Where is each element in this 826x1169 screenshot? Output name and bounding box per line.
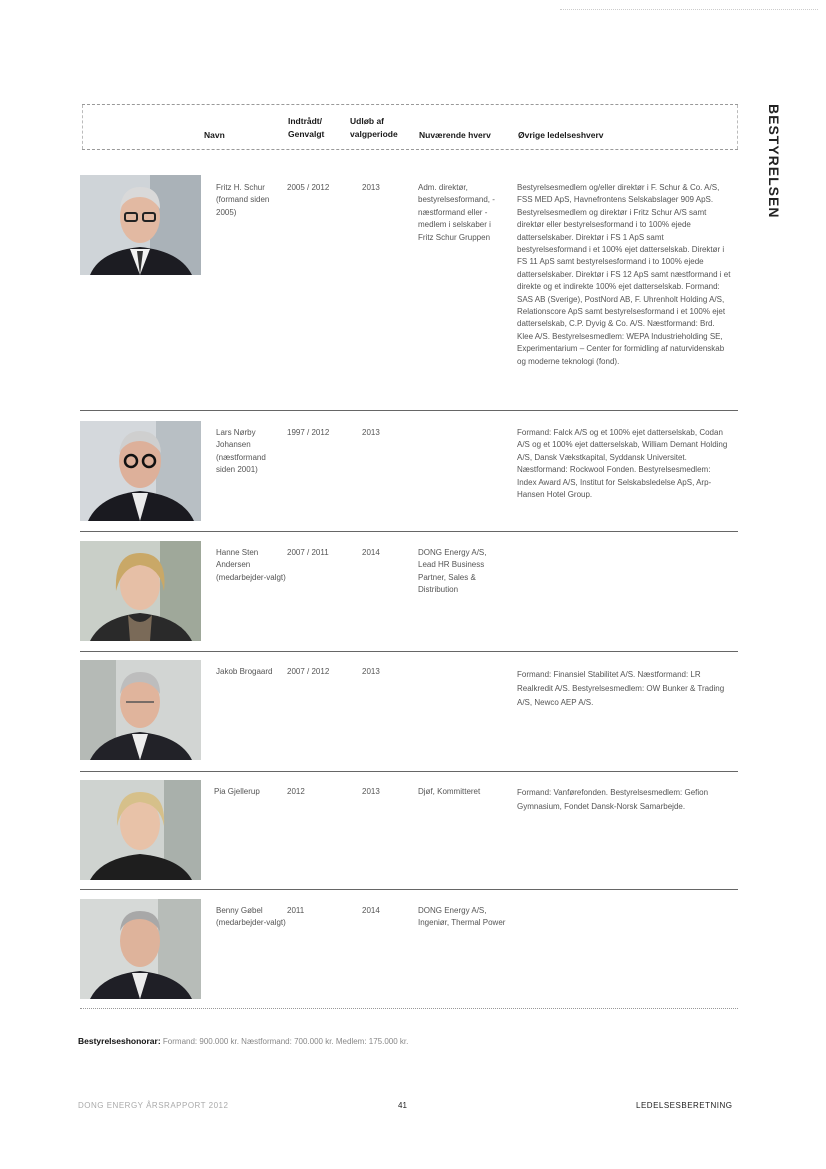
table-header [82, 104, 738, 150]
member-name: Hanne Sten Andersen (medarbejder-valgt) [216, 548, 286, 582]
portrait-photo [80, 660, 201, 760]
row-divider [80, 651, 738, 652]
member-term: 2013 [362, 428, 380, 437]
portrait-photo [80, 780, 201, 880]
member-name: Jakob Brogaard [216, 667, 273, 676]
header-term: Udløb af valgperiode [350, 116, 398, 139]
board-fee [78, 1036, 408, 1046]
portrait-photo [80, 899, 201, 999]
member-other-positions: Formand: Finansiel Stabilitet A/S. Næstformand: LR Realkredit A/S. Bestyrelsesmedlem: OW Bunker & Trading A/S, Newco AEP A/S. [517, 670, 725, 707]
member-elected: 2005 / 2012 [287, 183, 330, 192]
row-divider [80, 531, 738, 532]
member-elected: 1997 / 2012 [287, 428, 330, 437]
header-name: Navn [204, 130, 225, 140]
fee-text: Formand: 900.000 kr. Næstformand: 700.000 kr. Medlem: 175.000 kr. [162, 1037, 409, 1046]
portrait-photo [80, 541, 201, 641]
section-title: BESTYRELSEN [766, 104, 782, 219]
board-member-row [80, 421, 738, 532]
board-member-row [80, 175, 738, 411]
member-term: 2013 [362, 787, 380, 796]
member-position: Djøf, Kommitteret [418, 787, 481, 796]
board-member-row [80, 780, 738, 890]
member-other-positions: Formand: Falck A/S og et 100% ejet datterselskab, Codan A/S og et 100% ejet datterselskab, William Demant Holding A/S, Dansk Vækstkapital, Syddansk Universitet. Næstformand: Rockwool Fonden. Bestyrelsesmedlem: Index Award A/S, Institut for Selskabsledelse ApS, Arp-Hansen Hotel Group. [517, 428, 728, 500]
member-name: Lars Nørby Johansen (næstformand siden 2001) [216, 428, 266, 475]
portrait-photo [80, 175, 201, 275]
member-name: Fritz H. Schur (formand siden 2005) [216, 183, 270, 217]
fee-label: Bestyrelseshonorar: [78, 1036, 161, 1046]
row-divider [80, 771, 738, 772]
header-position: Nuværende hverv [419, 130, 491, 140]
member-elected: 2011 [287, 906, 305, 915]
header-other: Øvrige ledelseshverv [518, 130, 604, 140]
board-member-row [80, 660, 738, 772]
member-term: 2014 [362, 548, 380, 557]
row-divider [80, 889, 738, 890]
member-name: Pia Gjellerup [214, 787, 260, 796]
member-elected: 2012 [287, 787, 305, 796]
member-term: 2013 [362, 667, 380, 676]
page-number: 41 [398, 1101, 407, 1110]
footer-section: LEDELSESBERETNING [636, 1101, 733, 1110]
member-position: Adm. direktør, bestyrelsesformand, -næstformand eller -medlem i selskaber i Fritz Schur Gruppen [418, 183, 495, 242]
member-elected: 2007 / 2011 [287, 548, 329, 557]
member-elected: 2007 / 2012 [287, 667, 330, 676]
row-divider [80, 1008, 738, 1009]
member-position: DONG Energy A/S, Lead HR Business Partner, Sales & Distribution [418, 548, 487, 595]
header-left-edge [82, 105, 83, 149]
member-name: Benny Gøbel (medarbejder-valgt) [216, 906, 286, 928]
header-elected: Indtrådt/ Genvalgt [288, 116, 325, 139]
member-other-positions: Bestyrelsesmedlem og/eller direktør i F. Schur & Co. A/S, FSS MED ApS, Havnefrontens Selskabslager 909 ApS. Bestyrelsesmedlem og direktør i Fritz Schur A/S samt direktør eller bestyrelsesformand i to 100% ejede datterselskaber. Direktør i FS 1 ApS samt bestyrelsesformand i et 100% ejet datterselskab. Direktør i FS 11 ApS samt bestyrelsesformand i to 100% ejede datterselskaber. Direktør i FS 12 ApS samt næstformand i et direkte og et indirekte 100% ejet datterselskab. Formand: SAS AB (Sverige), PostNord AB, F. Uhrenholt Holding A/S, Relationscore ApS samt bestyrelsesformand i et 100% ejet datterselskab, C.P. Dyvig & Co. A/S. Næstformand: Brd. Klee A/S. Bestyrelsesmedlem: WEPA Industrieholding SE, Experimentarium – Center for formidling af naturvidenskab og moderne teknologi (fond). [517, 183, 731, 366]
header-right-edge [737, 105, 738, 149]
member-term: 2014 [362, 906, 380, 915]
row-divider [80, 410, 738, 411]
top-divider [560, 9, 818, 10]
portrait-photo [80, 421, 201, 521]
footer-report-title: DONG ENERGY ÅRSRAPPORT 2012 [78, 1101, 229, 1110]
member-other-positions: Formand: Vanførefonden. Bestyrelsesmedlem: Gefion Gymnasium, Fondet Dansk-Norsk Samarbejde. [517, 788, 709, 811]
board-member-row [80, 541, 738, 652]
member-position: DONG Energy A/S, Ingeniør, Thermal Power [418, 906, 506, 928]
member-term: 2013 [362, 183, 380, 192]
board-member-row [80, 899, 738, 1009]
